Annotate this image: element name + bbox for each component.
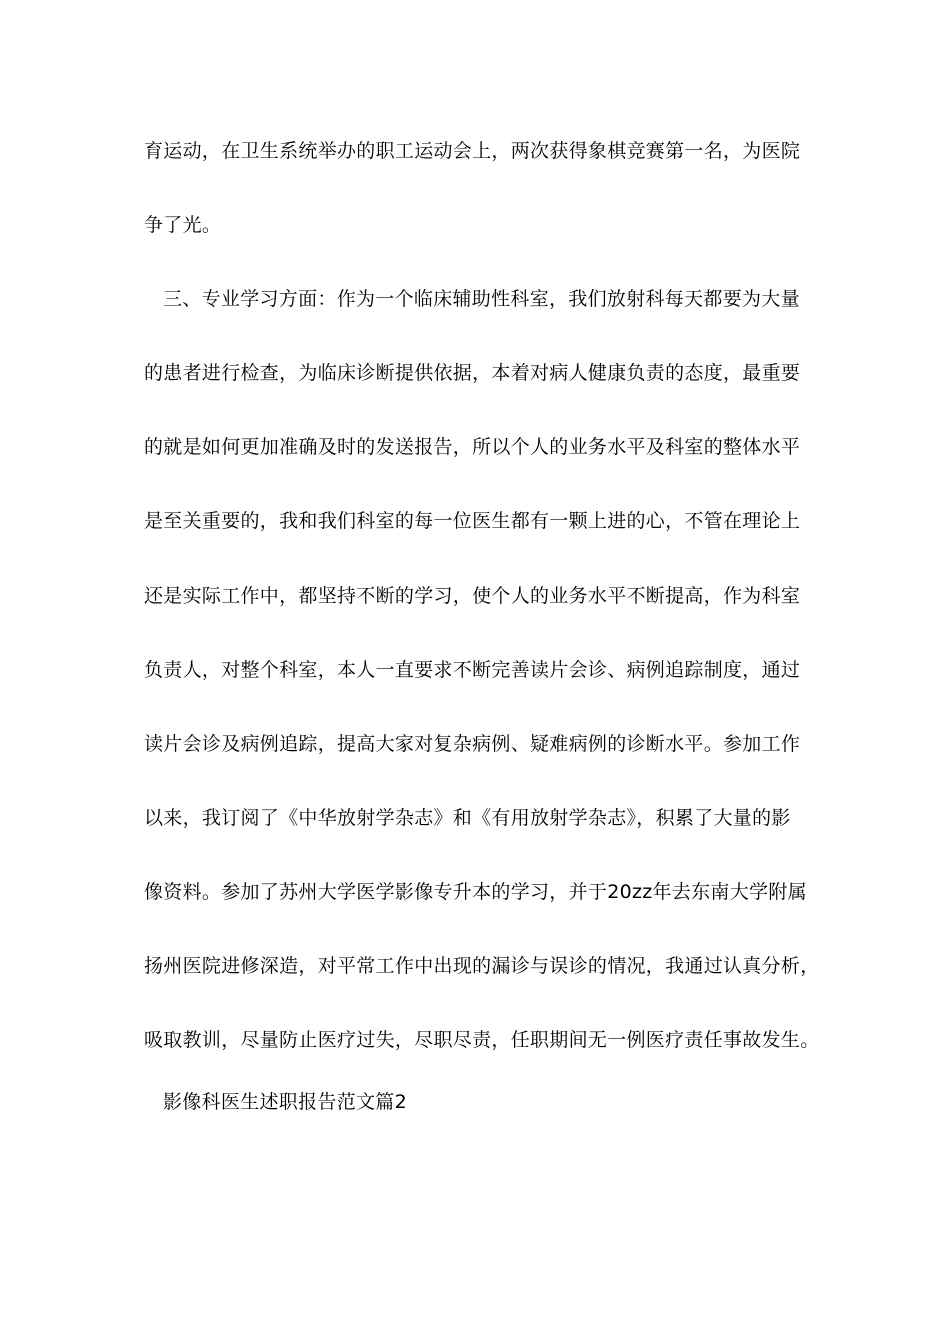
paragraph-line: 的患者进行检查，为临床诊断提供依据，本着对病人健康负责的态度，最重要 [144,362,801,384]
paragraph-line: 的就是如何更加准确及时的发送报告，所以个人的业务水平及科室的整体水平 [144,436,801,458]
paragraph-line: 育运动，在卫生系统举办的职工运动会上，两次获得象棋竞赛第一名，为医院 [144,140,801,162]
article-title: 影像科医生述职报告范文篇2 [163,1091,407,1113]
section-heading-line: 三、专业学习方面：作为一个临床辅助性科室，我们放射科每天都要为大量 [163,288,800,310]
paragraph-line: 负责人，对整个科室，本人一直要求不断完善读片会诊、病例追踪制度，通过 [144,659,801,681]
paragraph-line: 吸取教训，尽量防止医疗过失，尽职尽责，任职期间无一例医疗责任事故发生。 [144,1029,820,1051]
paragraph-line: 还是实际工作中，都坚持不断的学习，使个人的业务水平不断提高，作为科室 [144,585,801,607]
paragraph-line: 扬州医院进修深造，对平常工作中出现的漏诊与误诊的情况，我通过认真分析， [144,955,820,977]
paragraph-line: 争了光。 [144,214,222,236]
paragraph-line: 读片会诊及病例追踪，提高大家对复杂病例、疑难病例的诊断水平。参加工作 [144,733,801,755]
paragraph-line: 是至关重要的，我和我们科室的每一位医生都有一颗上进的心，不管在理论上 [144,510,801,532]
paragraph-line: 像资料。参加了苏州大学医学影像专升本的学习，并于20zz年去东南大学附属 [144,881,807,903]
paragraph-line: 以来，我订阅了《中华放射学杂志》和《有用放射学杂志》，积累了大量的影 [144,807,791,829]
